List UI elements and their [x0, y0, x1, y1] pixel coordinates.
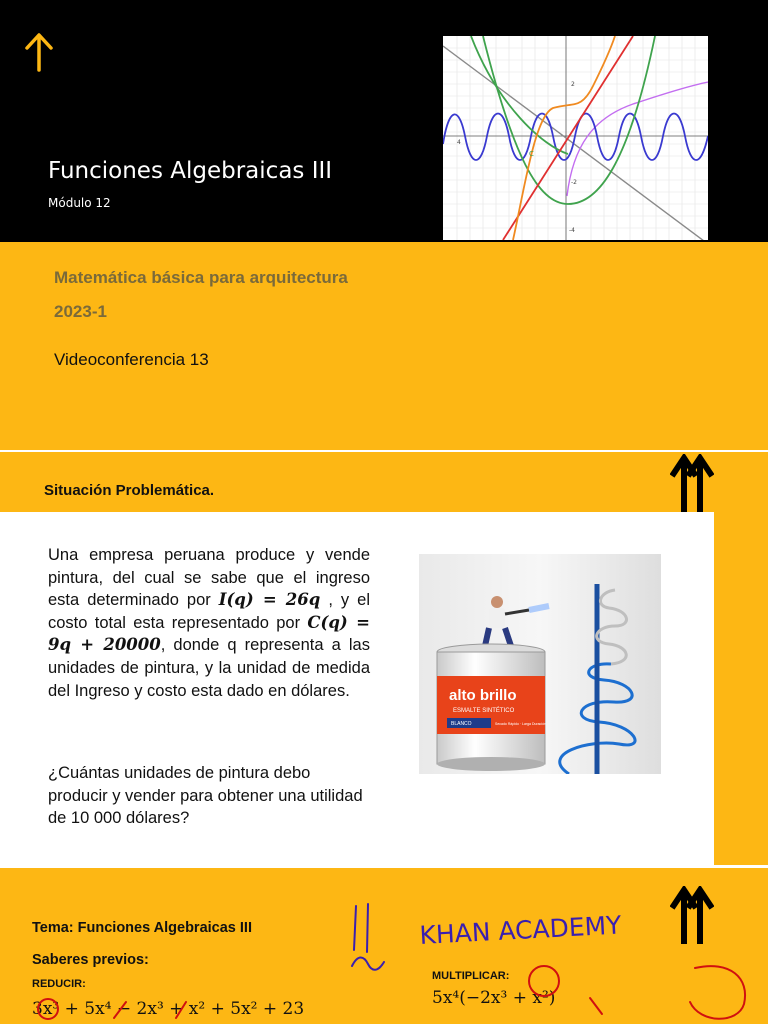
- prior-knowledge-heading: Saberes previos:: [32, 952, 149, 968]
- arrow-up-icon: [22, 30, 56, 74]
- slide-title: Funciones Algebraicas III: [48, 158, 333, 184]
- function-graph: [443, 36, 708, 240]
- cost-formula: C(q) = 9q + 20000: [48, 612, 370, 655]
- reduce-label: REDUCIR:: [32, 978, 86, 990]
- paint-can-image: [419, 554, 661, 774]
- graph-tick-label: 4: [457, 139, 461, 146]
- slide-subtitle: Módulo 12: [48, 196, 111, 210]
- graph-curve-label: C: [529, 150, 534, 158]
- statement-part: , y el costo total esta representado por: [48, 591, 371, 632]
- course-name: Matemática básica para arquitectura: [54, 268, 348, 287]
- income-formula: I(q) = 26q: [218, 590, 321, 610]
- topic-title: Tema: Funciones Algebraicas III: [32, 920, 252, 936]
- statement-part: , donde q representa a las unidades de pintura, y la unidad de medida del Ingreso y costo esta dado en dólares.: [48, 636, 370, 700]
- graph-tick-label: -4: [569, 227, 575, 234]
- reduce-expression: 3x³ + 5x⁴ − 2x³ + x² + 5x² + 23: [32, 999, 305, 1019]
- problem-heading: Situación Problemática.: [44, 482, 215, 499]
- can-small-text: Secado Rápido · Larga Duración: [495, 722, 546, 726]
- multiply-label: MULTIPLICAR:: [432, 970, 510, 982]
- graph-tick-label: -2: [571, 179, 577, 186]
- can-brand: alto brillo: [449, 687, 517, 704]
- can-subtitle: ESMALTE SINTÉTICO: [453, 708, 515, 714]
- problem-statement: [48, 544, 370, 702]
- topic-slide: [0, 868, 768, 1024]
- double-arrow-logo-icon: [670, 454, 714, 512]
- statement-part: Una empresa peruana produce y vende pintura, del cual se sabe que el ingreso esta determinado por: [48, 546, 370, 610]
- problem-question: ¿Cuántas unidades de pintura debo producir y vender para obtener una utilidad de 10 000 dólares?: [48, 764, 363, 828]
- title-slide: [0, 0, 768, 450]
- handwritten-text: KHAN ACADEMY: [418, 910, 623, 950]
- problem-slide: [0, 452, 768, 865]
- graph-tick-label: 2: [571, 81, 575, 88]
- multiply-expression: 5x⁴(−2x³ + x²): [432, 988, 556, 1008]
- can-color-label: BLANCO: [451, 721, 472, 727]
- double-arrow-logo-icon: [670, 886, 714, 944]
- course-period: 2023-1: [54, 302, 107, 321]
- session-name: Videoconferencia 13: [54, 350, 209, 369]
- title-header: [0, 0, 768, 242]
